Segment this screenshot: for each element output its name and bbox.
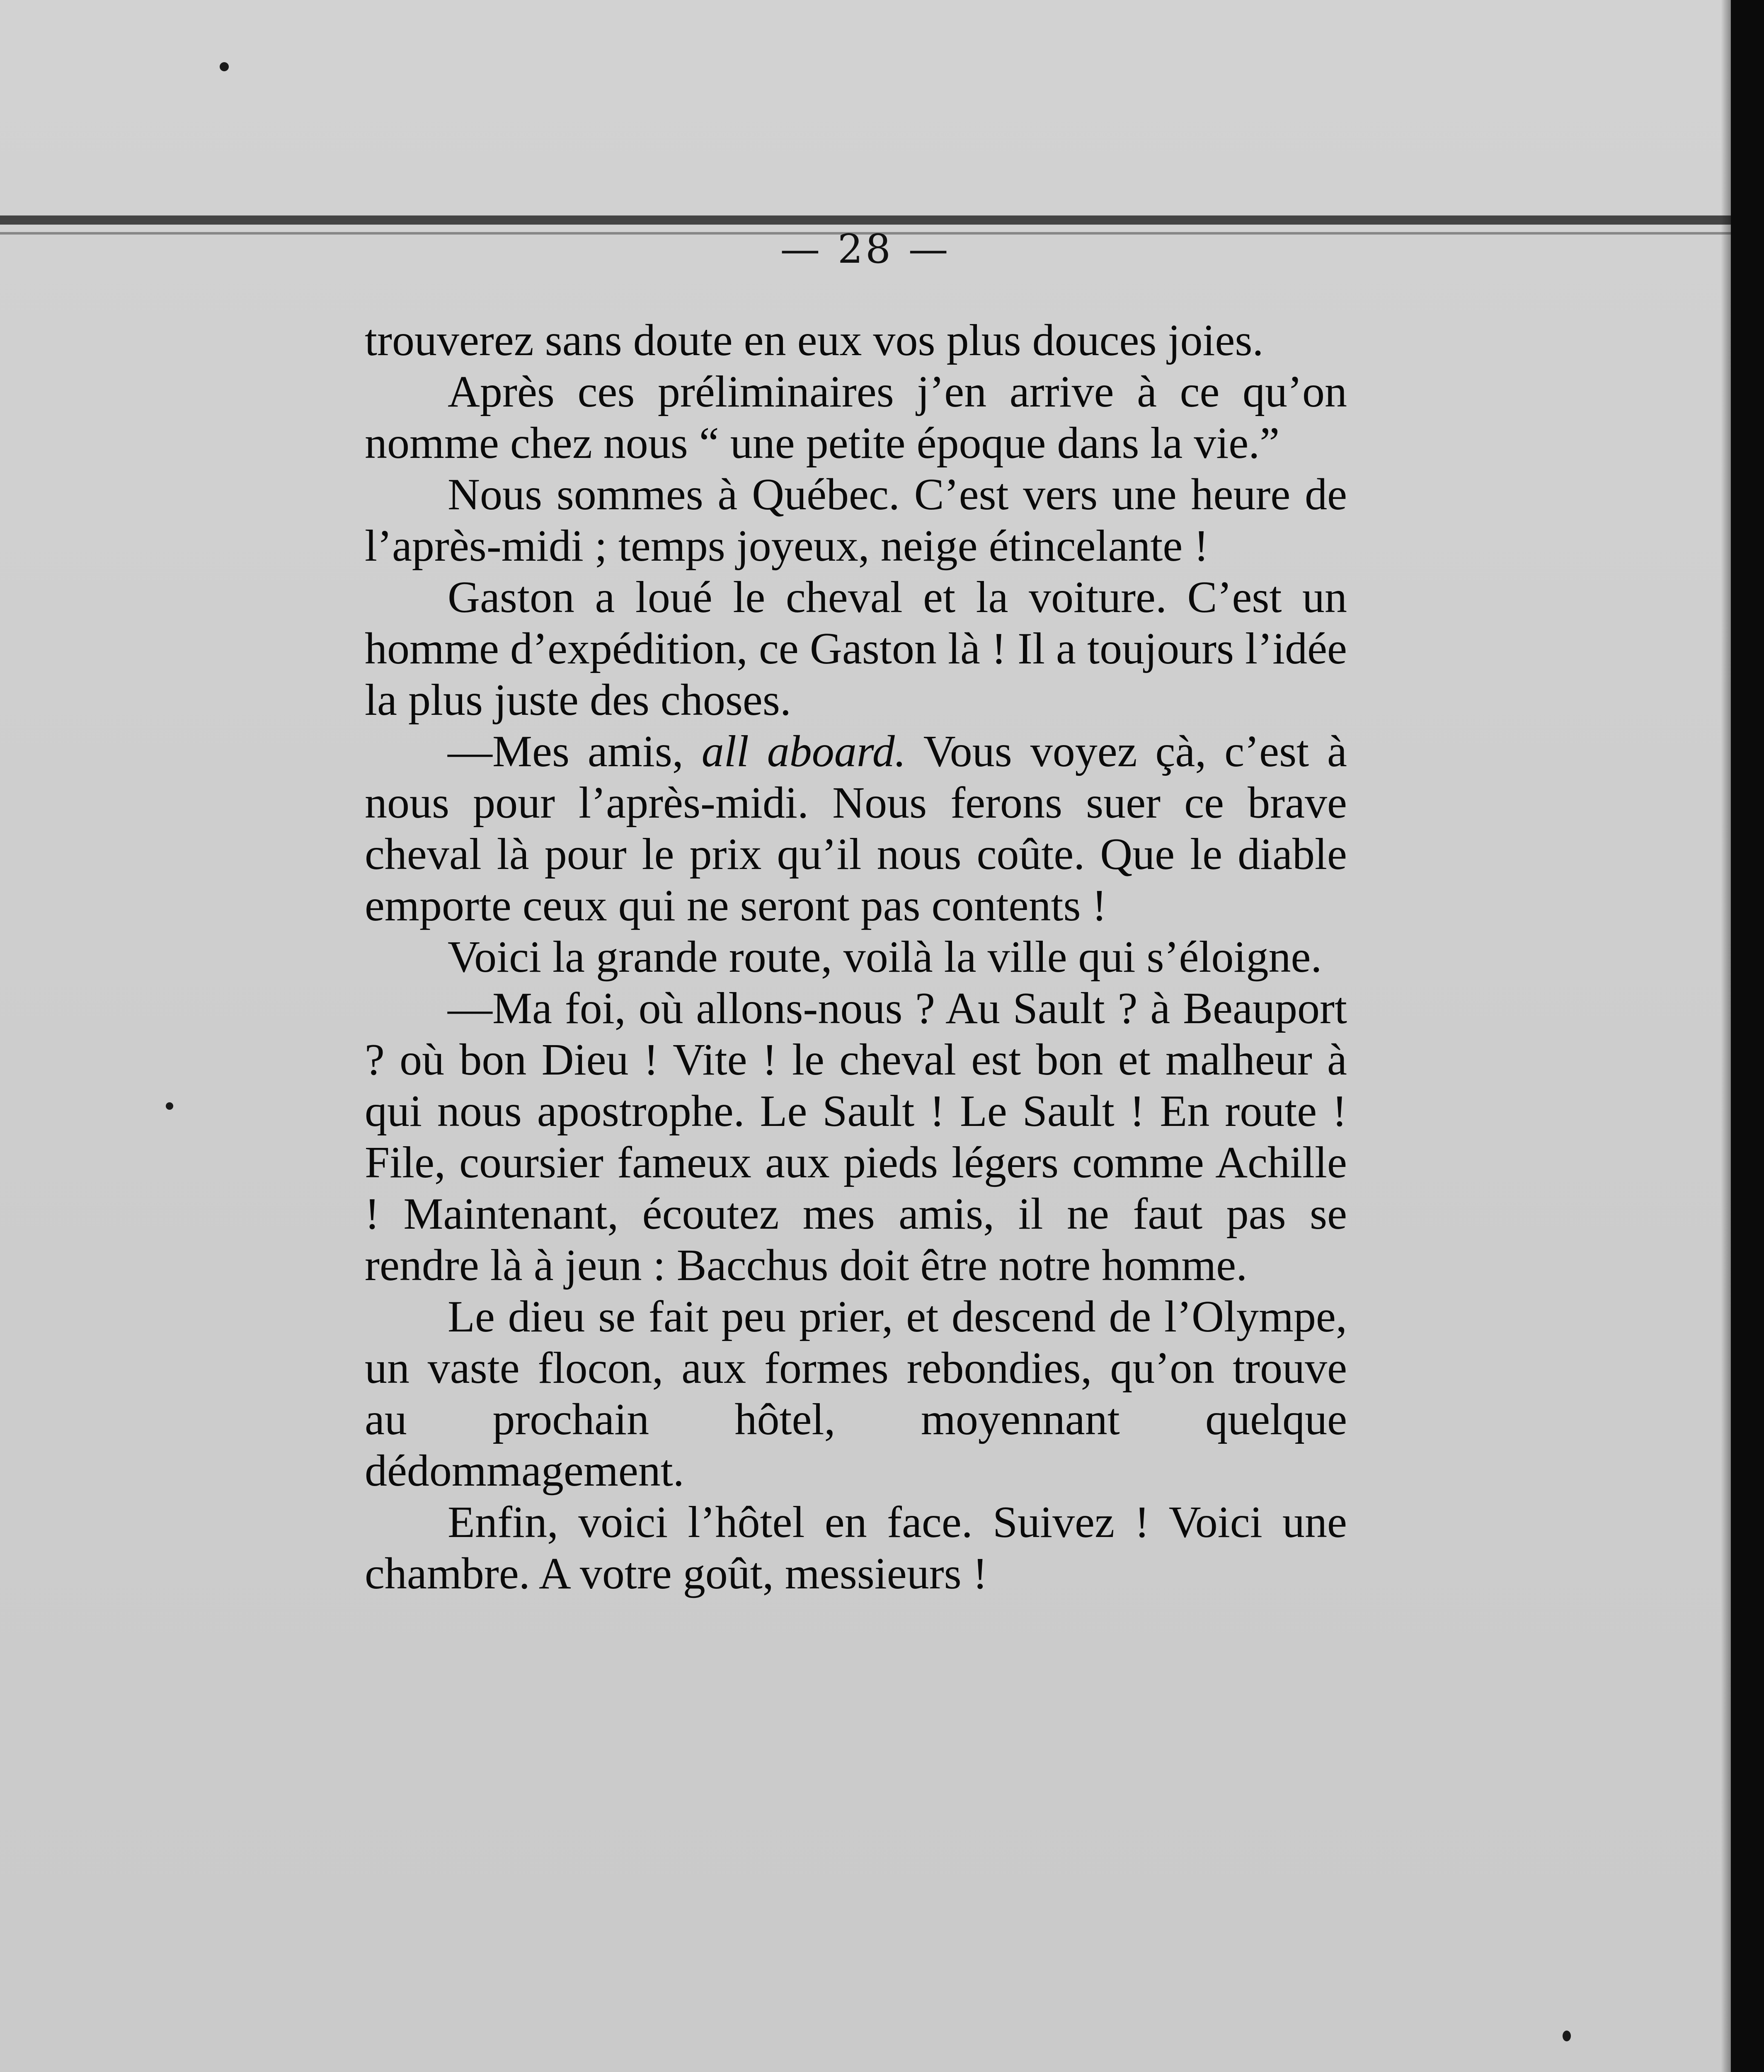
paragraph: Après ces préliminaires j’en arrive à ce qu’on nomme chez nous “ une petite époque dans la vie.” [365, 367, 1347, 468]
paragraph: —Ma foi, où allons-nous ? Au Sault ? à Beauport ? où bon Dieu ! Vite ! le cheval est bon et malheur à qui nous apostrophe. Le Sault ! Le Sault ! En route ! File, coursier fameux aux pieds légers comme Achille ! Maintenant, écoutez mes amis, il ne faut pas se rendre là à jeun : Bacchus doit être notre homme. [365, 984, 1347, 1290]
paragraph-text: —Mes amis, [448, 727, 702, 776]
paragraph: trouverez sans doute en eux vos plus douces joies. [365, 316, 1264, 365]
paragraph: Voici la grande route, voilà la ville qui s’éloigne. [448, 932, 1322, 982]
paragraph: Enfin, voici l’hôtel en face. Suivez ! Voici une chambre. A votre goût, messieurs ! [365, 1498, 1347, 1598]
paragraph: Nous sommes à Québec. C’est vers une heure de l’après-midi ; temps joyeux, neige étincelante ! [365, 470, 1347, 571]
paragraph: Le dieu se fait peu prier, et descend de l’Olympe, un vaste flocon, aux formes rebondies, qu’on trouve au prochain hôtel, moyennant quelque dédommagement. [365, 1292, 1347, 1496]
italic-phrase: all aboard. [701, 727, 906, 776]
page-number: — 28 — [780, 226, 951, 272]
paragraph [365, 726, 1347, 932]
page-edge [1731, 0, 1764, 2072]
body-text [365, 315, 1347, 1600]
top-rule [0, 215, 1731, 225]
page-gutter-shadow [1721, 0, 1731, 2072]
ink-speck [166, 1102, 173, 1110]
paragraph: Gaston a loué le cheval et la voiture. C’est un homme d’expédition, ce Gaston là ! Il a toujours l’idée la plus juste des choses. [365, 573, 1347, 725]
ink-speck [220, 62, 229, 71]
ink-speck [1563, 2031, 1571, 2041]
paragraph-text: Vous voyez çà, c’est à nous pour l’après-midi. Nous ferons suer ce brave cheval là pour le prix qu’il nous coûte. Que le diable emporte ceux qui ne seront pas contents ! [365, 727, 1347, 930]
